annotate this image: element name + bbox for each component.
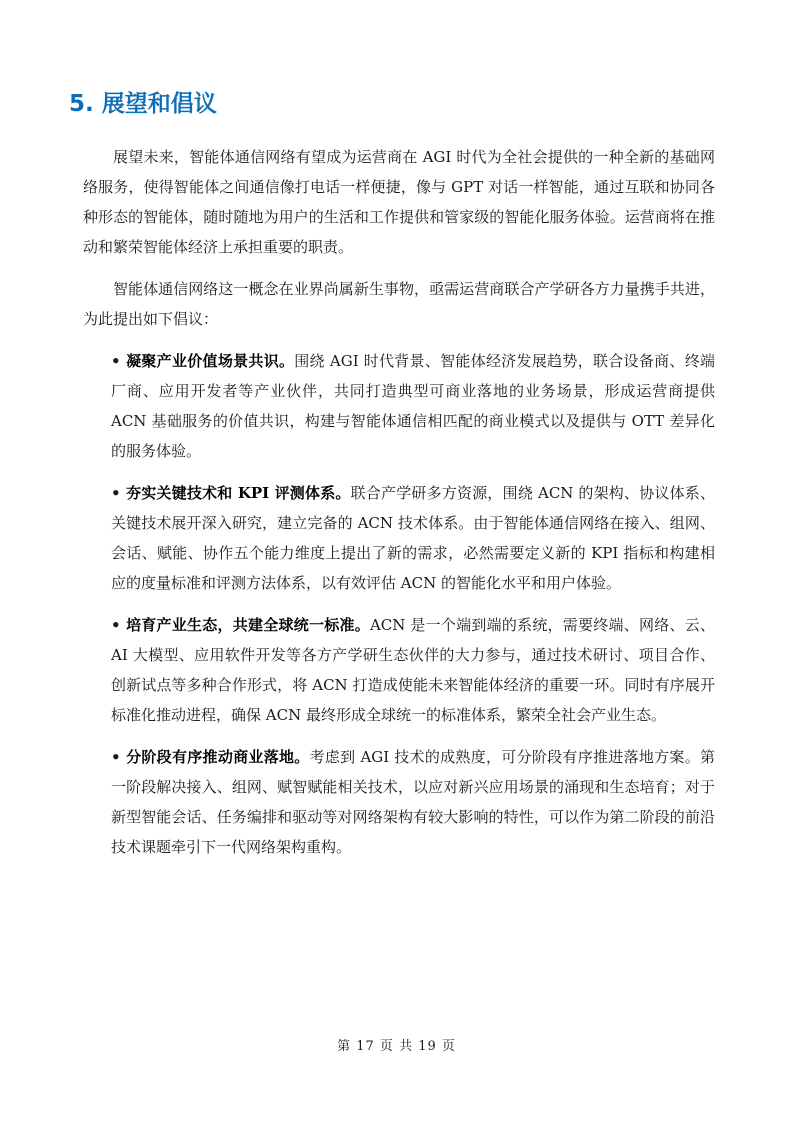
initiative-text: 联合产学研多方资源，围绕 ACN 的架构、协议体系、关键技术展开深入研究，建立完备的 ACN 技术体系。由于智能体通信网络在接入、组网、会话、赋能、协作五个能力维度上提出了新的需求，必然需要定义新的 KPI 指标和构建相应的度量标准和评测方法体系，以有效评估 ACN 的智能化水平和用户体验。 — [111, 484, 715, 592]
initiative-title: 培育产业生态，共建全球统一标准。 — [126, 616, 370, 634]
bullet-icon: • — [111, 616, 127, 634]
initiative-item — [83, 610, 715, 730]
initiative-item — [83, 478, 715, 598]
initiative-title: 夯实关键技术和 KPI 评测体系。 — [126, 484, 351, 502]
bullet-icon: • — [111, 352, 127, 370]
bullet-icon: • — [111, 484, 127, 502]
initiative-title: 分阶段有序推动商业落地。 — [126, 748, 310, 766]
initiative-item — [83, 346, 715, 466]
intro-paragraph: 智能体通信网络这一概念在业界尚属新生事物，亟需运营商联合产学研各方力量携手共进，为此提出如下倡议： — [83, 280, 715, 328]
page-number-footer: 第 17 页 共 19 页 — [337, 1039, 456, 1054]
initiative-item — [83, 742, 715, 862]
initiative-text: 考虑到 AGI 技术的成熟度，可分阶段有序推进落地方案。第一阶段解决接入、组网、赋智赋能相关技术，以应对新兴应用场景的涌现和生态培育；对于新型智能会话、任务编排和驱动等对网络架构有较大影响的特性，可以作为第二阶段的前沿技术课题牵引下一代网络架构重构。 — [111, 748, 716, 856]
section-heading: 5. 展望和倡议 — [69, 91, 217, 117]
initiative-text: 围绕 AGI 时代背景、智能体经济发展趋势，联合设备商、终端厂商、应用开发者等产业伙伴，共同打造典型可商业落地的业务场景，形成运营商提供 ACN 基础服务的价值共识，构建与智能体通信相匹配的商业模式以及提供与 OTT 差异化的服务体验。 — [111, 352, 715, 460]
initiative-title: 凝聚产业价值场景共识。 — [126, 352, 295, 370]
intro-paragraph: 展望未来，智能体通信网络有望成为运营商在 AGI 时代为全社会提供的一种全新的基础网络服务，使得智能体之间通信像打电话一样便捷，像与 GPT 对话一样智能，通过互联和协同各种形态的智能体，随时随地为用户的生活和工作提供和管家级的智能化服务体验。运营商将在推动和繁荣智能体经济上承担重要的职责。 — [83, 148, 715, 256]
bullet-icon: • — [111, 748, 127, 766]
document-body — [83, 142, 715, 874]
initiative-text: ACN 是一个端到端的系统，需要终端、网络、云、AI 大模型、应用软件开发等各方产学研生态伙伴的大力参与，通过技术研讨、项目合作、创新试点等多种合作形式，将 ACN 打造成使能未来智能体经济的重要一环。同时有序展开标准化推动进程，确保 ACN 最终形成全球统一的标准体系，繁荣全社会产业生态。 — [111, 616, 715, 724]
